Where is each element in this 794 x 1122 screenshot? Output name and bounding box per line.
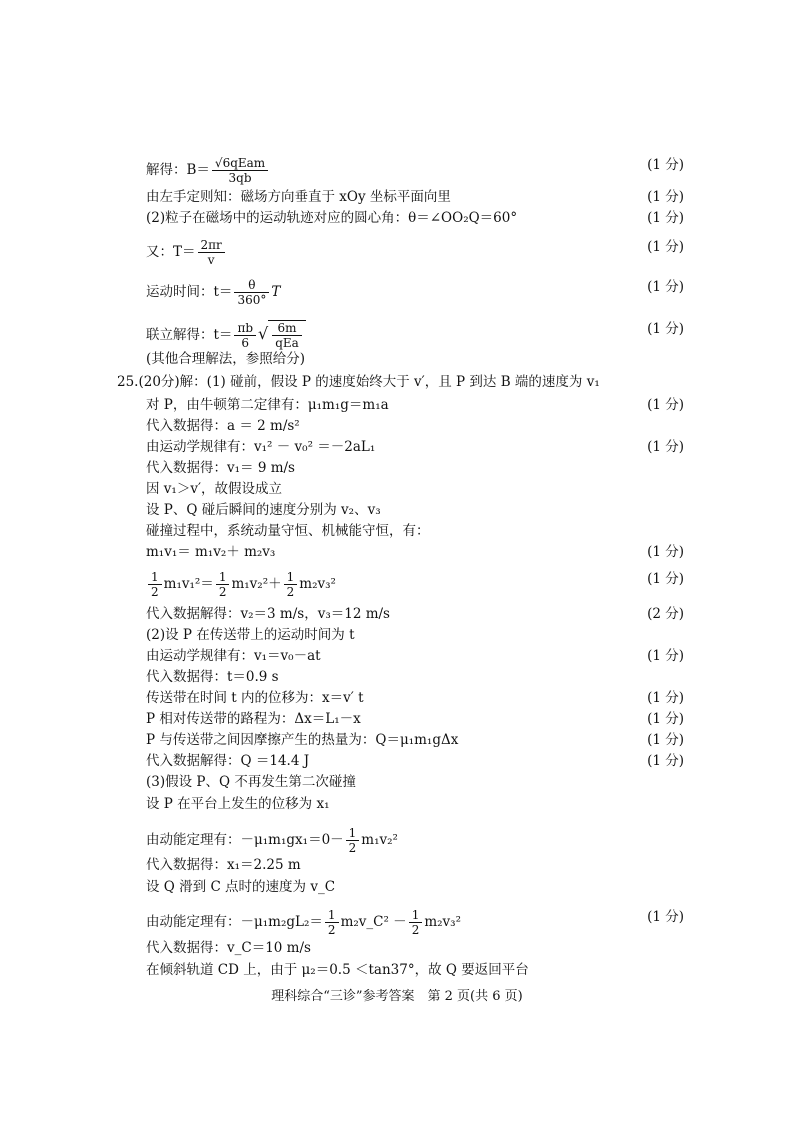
text: (2)设 P 在传送带上的运动时间为 t xyxy=(146,627,355,643)
text: 设 Q 滑到 C 点时的速度为 v_C xyxy=(146,879,336,895)
points: (1 分) xyxy=(647,544,684,560)
text: (其他合理解法，参照给分) xyxy=(146,351,306,367)
text: 由运动学规律有：v₁＝v₀－at xyxy=(146,648,321,664)
text: 由运动学规律有：v₁² － v₀² ＝－2aL₁ xyxy=(146,439,376,455)
points: (1 分) xyxy=(647,732,684,748)
text: 代入数据解得：v₂＝3 m/s，v₃＝12 m/s xyxy=(146,606,390,622)
text: 对 P，由牛顿第二定律有：μ₁m₁g＝m₁a xyxy=(146,397,389,413)
line xyxy=(146,668,684,686)
fraction xyxy=(212,156,268,185)
text: P 与传送带之间因摩擦产生的热量为：Q＝μ₁m₁gΔx xyxy=(146,732,459,748)
points: (1 分) xyxy=(647,753,684,769)
text: 代入数据得：t＝0.9 s xyxy=(146,669,279,685)
denominator: 2 xyxy=(151,585,159,599)
text: 运动时间：t＝ xyxy=(146,284,233,300)
fraction xyxy=(234,278,269,307)
text: m₂v₃² xyxy=(424,914,461,930)
fraction xyxy=(284,570,298,599)
line xyxy=(146,795,684,813)
line-field-direction xyxy=(146,188,684,206)
line xyxy=(146,543,684,561)
line xyxy=(146,647,684,665)
text: 25.(20分)解：(1) 碰前，假设 P 的速度始终大于 v′，且 P 到达 B 端的速度为 v₁ xyxy=(117,374,600,390)
numerator: 1 xyxy=(409,908,423,923)
text: 因 v₁＞v′，故假设成立 xyxy=(146,481,283,497)
line xyxy=(146,878,684,896)
text: 由动能定理有：－μ₁m₂gL₂＝ xyxy=(146,914,323,930)
denominator: 2 xyxy=(348,841,357,855)
line xyxy=(146,626,684,644)
line-motion-time xyxy=(146,278,684,307)
page-footer: 理科综合“三诊”参考答案 第 2 页(共 6 页) xyxy=(271,989,523,1004)
text: m₁v₂²＋ xyxy=(231,576,282,592)
points: (1 分) xyxy=(647,439,684,455)
text: P 相对传送带的路程为：Δx＝L₁－x xyxy=(146,711,361,727)
points: (1 分) xyxy=(647,279,684,295)
line-work-energy-Q xyxy=(146,908,684,937)
text: 联立解得：t＝ xyxy=(146,327,233,343)
text: T xyxy=(271,284,281,300)
line xyxy=(146,501,684,519)
line xyxy=(146,939,684,957)
text: 又：T＝ xyxy=(146,244,196,260)
fraction xyxy=(325,908,339,937)
text: 代入数据得：v_C＝10 m/s xyxy=(146,940,311,956)
text: (2)粒子在磁场中的运动轨迹对应的圆心角：θ＝∠OO₂Q＝60° xyxy=(146,210,518,226)
text: 代入数据得：v₁＝ 9 m/s xyxy=(146,460,295,476)
denominator: 2 xyxy=(286,585,295,599)
line xyxy=(146,438,684,456)
points: (1 分) xyxy=(647,711,684,727)
points: (1 分) xyxy=(647,210,684,226)
text: 代入数据解得：Q ＝14.4 J xyxy=(146,753,310,769)
line xyxy=(146,856,684,874)
text: 由动能定理有：－μ₁m₁gx₁＝0－ xyxy=(146,832,344,848)
text: 在倾斜轨道 CD 上，由于 μ₂＝0.5 ＜tan37°，故 Q 要返回平台 xyxy=(146,962,529,978)
text: m₁v₁²＝ xyxy=(163,576,214,592)
text: 代入数据得：x₁＝2.25 m xyxy=(146,857,301,873)
text: 解得：B＝ xyxy=(146,162,210,178)
text: m₁v₂² xyxy=(361,832,398,848)
numerator: 1 xyxy=(216,570,230,585)
line-combined-t xyxy=(146,320,684,350)
fraction xyxy=(234,321,256,350)
line xyxy=(146,710,684,728)
line-period xyxy=(146,238,684,267)
line xyxy=(146,396,684,414)
fraction xyxy=(272,321,302,350)
text: m₂v₃² xyxy=(299,576,336,592)
numerator: 1 xyxy=(346,826,360,841)
denominator: 2 xyxy=(218,585,227,599)
denominator: qEa xyxy=(275,336,299,350)
line xyxy=(146,752,684,770)
line xyxy=(146,605,684,623)
numerator: 2πr xyxy=(198,238,225,253)
points: (1 分) xyxy=(647,239,684,255)
denominator: 360° xyxy=(237,293,267,307)
text: 设 P、Q 碰后瞬间的速度分别为 v₂、v₃ xyxy=(146,502,381,518)
text: 传送带在时间 t 内的位移为：x＝v′ t xyxy=(146,690,364,706)
line xyxy=(146,731,684,749)
fraction xyxy=(216,570,230,599)
points: (1 分) xyxy=(647,571,684,587)
radicand xyxy=(268,320,306,350)
line xyxy=(146,522,684,540)
line xyxy=(146,689,684,707)
line xyxy=(146,480,684,498)
line-solve-B xyxy=(146,156,684,185)
numerator: πb xyxy=(234,321,256,336)
fraction xyxy=(346,826,360,855)
numerator: 6m xyxy=(272,321,302,336)
text: 设 P 在平台上发生的位移为 x₁ xyxy=(146,796,330,812)
line-note xyxy=(146,350,684,368)
numerator: 1 xyxy=(284,570,298,585)
points: (1 分) xyxy=(647,321,684,337)
points: (2 分) xyxy=(647,606,684,622)
line xyxy=(146,961,684,979)
points: (1 分) xyxy=(647,397,684,413)
numerator: θ xyxy=(234,278,269,293)
line-q25-header xyxy=(117,373,684,391)
text: m₁v₁＝ m₁v₂＋ m₂v₃ xyxy=(146,544,276,560)
line xyxy=(146,417,684,435)
line-work-energy-P xyxy=(146,826,684,855)
line xyxy=(146,459,684,477)
text: 碰撞过程中，系统动量守恒、机械能守恒，有： xyxy=(146,523,430,539)
fraction xyxy=(148,570,162,599)
text: 代入数据得：a ＝ 2 m/s² xyxy=(146,418,300,434)
points: (1 分) xyxy=(647,690,684,706)
radical-icon: √ xyxy=(258,324,269,343)
denominator: v xyxy=(207,253,215,267)
denominator: 3qb xyxy=(228,171,252,185)
denominator: 2 xyxy=(327,923,336,937)
text: m₂v_C² － xyxy=(340,914,407,930)
numerator: 1 xyxy=(148,570,162,585)
line-central-angle xyxy=(146,209,684,227)
denominator: 2 xyxy=(411,923,420,937)
line-energy-conservation xyxy=(146,570,684,599)
numerator: √6qEam xyxy=(212,156,268,171)
line xyxy=(146,773,684,791)
points: (1 分) xyxy=(647,157,684,173)
denominator: 6 xyxy=(241,336,250,350)
text: (3)假设 P、Q 不再发生第二次碰撞 xyxy=(146,774,356,790)
numerator: 1 xyxy=(325,908,339,923)
fraction xyxy=(198,238,225,267)
points: (1 分) xyxy=(647,909,684,925)
points: (1 分) xyxy=(647,648,684,664)
points: (1 分) xyxy=(647,189,684,205)
text: 由左手定则知：磁场方向垂直于 xOy 坐标平面向里 xyxy=(146,189,451,205)
fraction xyxy=(409,908,423,937)
